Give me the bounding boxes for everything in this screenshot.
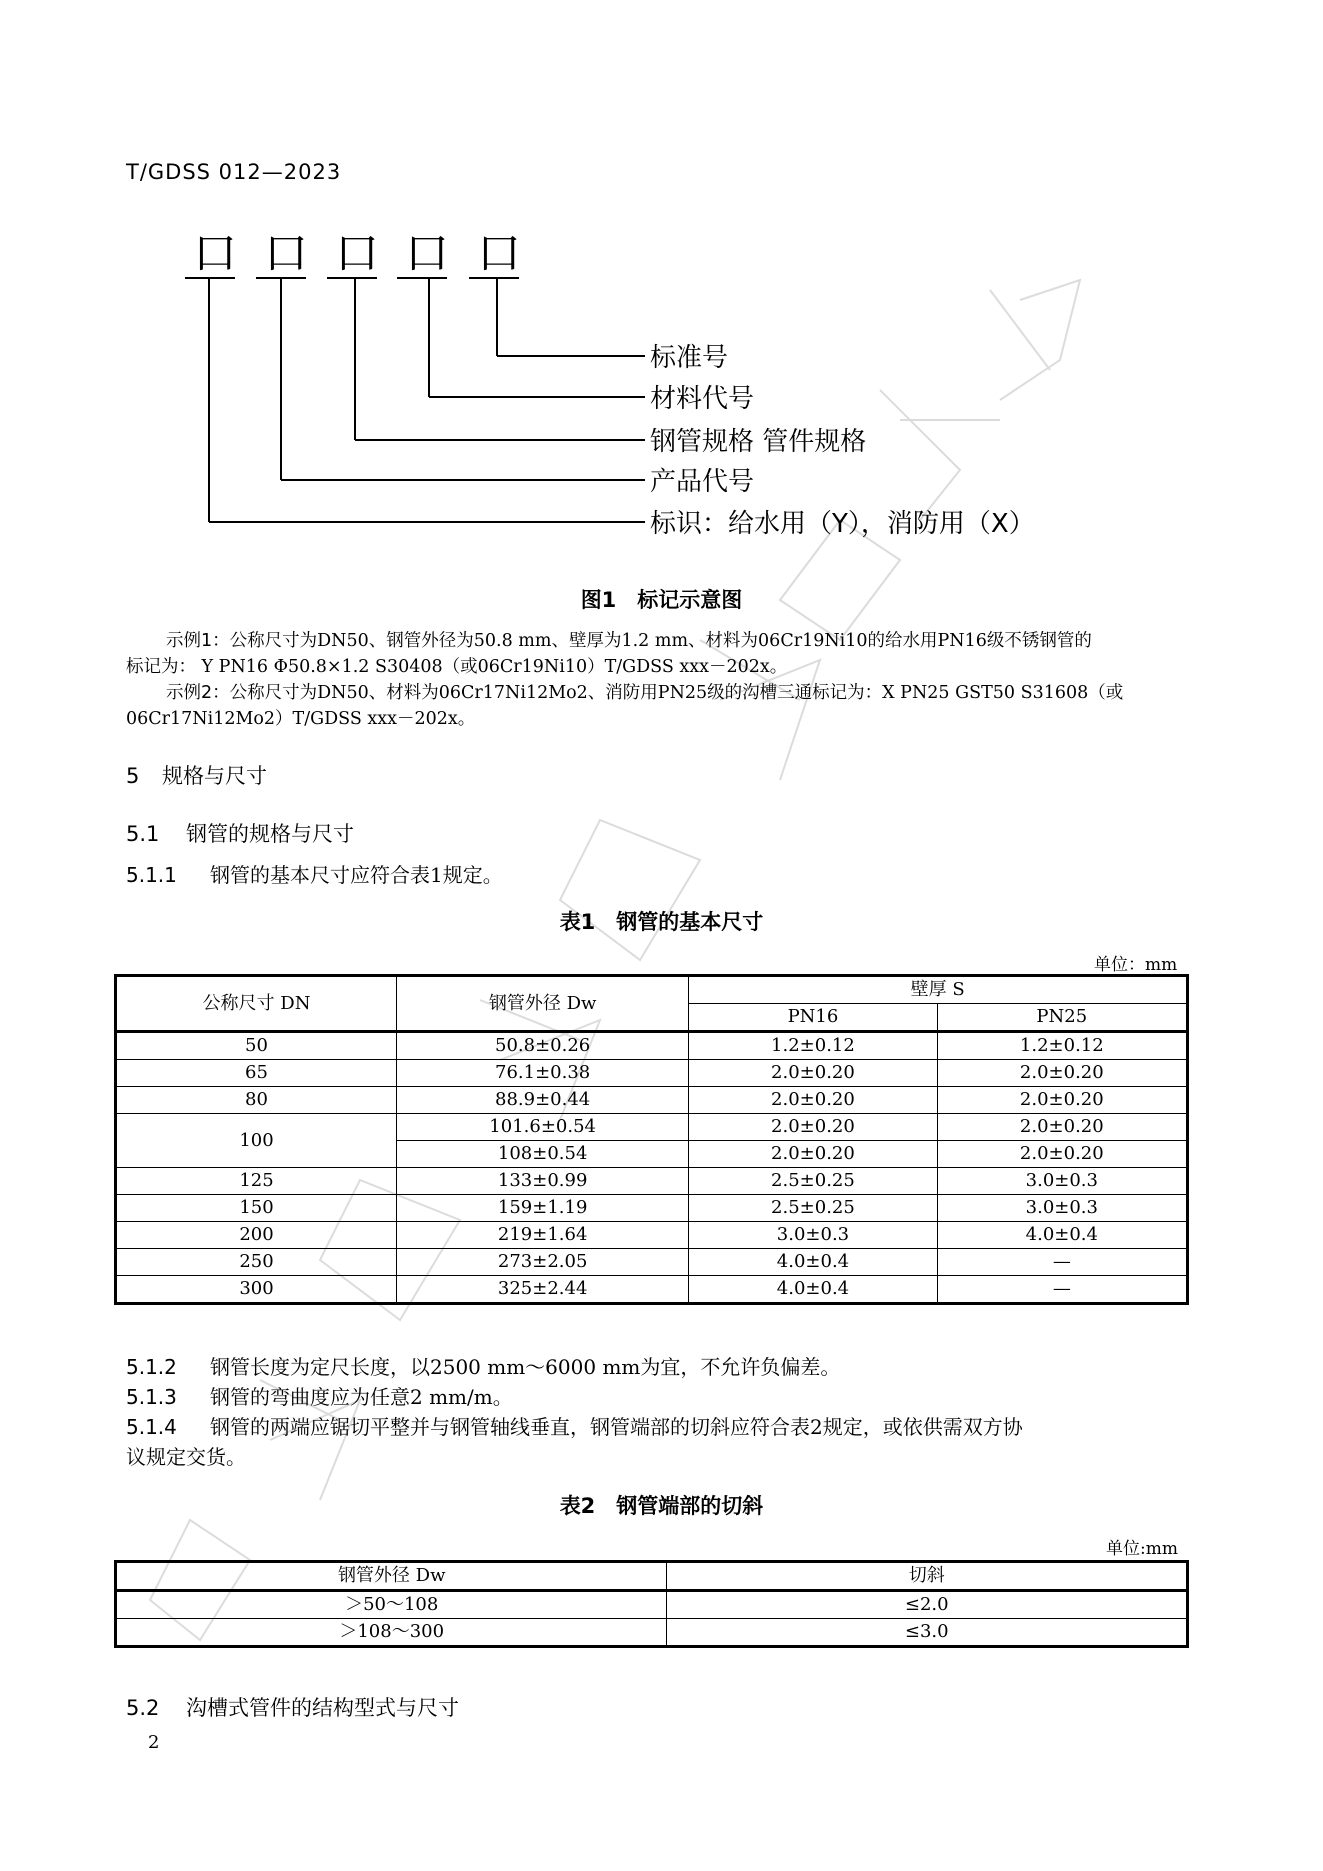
table-cell: 4.0±0.4 xyxy=(689,1249,937,1276)
figure1-caption: 图1 标记示意图 xyxy=(580,588,743,612)
diagram-label-identifier: 标识：给水用（Y），消防用（X） xyxy=(650,509,1035,539)
section-5-1-number: 5.1 xyxy=(126,822,160,846)
table-cell: 325±2.44 xyxy=(397,1276,689,1304)
table-cell: 50 xyxy=(116,1032,397,1060)
diagram-label-spec: 钢管规格 管件规格 xyxy=(650,427,867,457)
table-row xyxy=(116,1114,1188,1141)
table-row xyxy=(116,1619,1188,1647)
table-row xyxy=(116,1032,1188,1060)
table-cell: 2.0±0.20 xyxy=(689,1060,937,1087)
paragraph-5-1-2 xyxy=(126,1352,1186,1382)
table-cell: 273±2.05 xyxy=(397,1249,689,1276)
table-row xyxy=(116,1060,1188,1087)
paragraph-5-1-2-number: 5.1.2 xyxy=(126,1355,177,1379)
example-1-text: 公称尺寸为DN50、钢管外径为50.8 mm、壁厚为1.2 mm、材料为06Cr19Ni10的给水用PN16级不锈钢管的 xyxy=(229,631,1092,651)
table-cell: ≤2.0 xyxy=(667,1591,1188,1619)
table-cell: 100 xyxy=(116,1114,397,1168)
table-row xyxy=(116,1249,1188,1276)
table-cell: 219±1.64 xyxy=(397,1222,689,1249)
table-cell: 159±1.19 xyxy=(397,1195,689,1222)
table-row xyxy=(116,1168,1188,1195)
table1-header-dw: 钢管外径 Dw xyxy=(397,976,689,1032)
table1 xyxy=(114,974,1189,1305)
table2-unit: 单位:mm xyxy=(1106,1539,1178,1559)
table-row xyxy=(116,1591,1188,1619)
table-row xyxy=(116,1195,1188,1222)
example-1-tag: 示例1： xyxy=(166,631,230,651)
table-cell: 300 xyxy=(116,1276,397,1304)
table-cell: 150 xyxy=(116,1195,397,1222)
table-cell: — xyxy=(937,1249,1187,1276)
diagram-box-1: 口 xyxy=(193,228,237,279)
paragraph-5-1-4-text: 钢管的两端应锯切平整并与钢管轴线垂直，钢管端部的切斜应符合表2规定，或依供需双方协 xyxy=(210,1415,1023,1439)
table-cell: 2.0±0.20 xyxy=(937,1060,1187,1087)
table-cell: 3.0±0.3 xyxy=(937,1195,1187,1222)
section-5-2-number: 5.2 xyxy=(126,1696,160,1720)
table-cell: 2.0±0.20 xyxy=(689,1141,937,1168)
table-cell: 2.0±0.20 xyxy=(689,1114,937,1141)
table-cell: 1.2±0.12 xyxy=(689,1032,937,1060)
paragraph-5-1-3 xyxy=(126,1382,1186,1412)
table-cell: 101.6±0.54 xyxy=(397,1114,689,1141)
marking-diagram xyxy=(0,0,1323,560)
paragraph-5-1-4 xyxy=(126,1412,1186,1472)
diagram-box-2: 口 xyxy=(264,228,308,279)
paragraph-5-1-1-number: 5.1.1 xyxy=(126,863,177,887)
paragraph-5-1-2-text: 钢管长度为定尺长度，以2500 mm～6000 mm为宜，不允许负偏差。 xyxy=(210,1355,841,1379)
table-row xyxy=(116,1087,1188,1114)
section-5-1-title: 钢管的规格与尺寸 xyxy=(186,822,354,846)
table1-header-pn25: PN25 xyxy=(937,1004,1187,1032)
table-row xyxy=(116,1222,1188,1249)
table-cell: 3.0±0.3 xyxy=(689,1222,937,1249)
table2 xyxy=(114,1560,1189,1648)
table2-caption: 表2 钢管端部的切斜 xyxy=(559,1494,764,1518)
example-2 xyxy=(126,680,1186,732)
table1-header-s: 壁厚 S xyxy=(689,976,1188,1004)
section-5-number: 5 xyxy=(126,764,140,788)
diagram-label-standard: 标准号 xyxy=(650,343,729,373)
table-cell: 2.0±0.20 xyxy=(689,1087,937,1114)
example-1 xyxy=(126,628,1186,680)
table-cell: 2.5±0.25 xyxy=(689,1195,937,1222)
example-2-text: 公称尺寸为DN50、材料为06Cr17Ni12Mo2、消防用PN25级的沟槽三通标记为：X PN25 GST50 S31608（或 xyxy=(229,683,1124,703)
page-number: 2 xyxy=(148,1732,160,1753)
table-cell: 200 xyxy=(116,1222,397,1249)
document-code: T/GDSS 012—2023 xyxy=(126,160,342,184)
table-cell: 2.0±0.20 xyxy=(937,1141,1187,1168)
table-cell: ≤3.0 xyxy=(667,1619,1188,1647)
table-cell: 3.0±0.3 xyxy=(937,1168,1187,1195)
table-cell: 50.8±0.26 xyxy=(397,1032,689,1060)
section-5-heading xyxy=(126,760,267,790)
table1-caption: 表1 钢管的基本尺寸 xyxy=(559,910,764,934)
section-5-2-title: 沟槽式管件的结构型式与尺寸 xyxy=(186,1696,459,1720)
example-1-line2: 标记为： Y PN16 Φ50.8×1.2 S30408（或06Cr19Ni10）T/GDSS xxx－202x。 xyxy=(126,657,788,677)
example-2-line2: 06Cr17Ni12Mo2）T/GDSS xxx－202x。 xyxy=(126,709,476,729)
table-cell: ＞108～300 xyxy=(116,1619,667,1647)
table-cell: 4.0±0.4 xyxy=(689,1276,937,1304)
paragraph-5-1-4-line2: 议规定交货。 xyxy=(126,1445,246,1469)
table-cell: 80 xyxy=(116,1087,397,1114)
section-5-1-heading xyxy=(126,818,354,848)
paragraph-5-1-3-number: 5.1.3 xyxy=(126,1385,177,1409)
table-cell: 88.9±0.44 xyxy=(397,1087,689,1114)
diagram-label-product: 产品代号 xyxy=(650,467,755,497)
table-cell: 125 xyxy=(116,1168,397,1195)
table-cell: 4.0±0.4 xyxy=(937,1222,1187,1249)
paragraph-5-1-3-text: 钢管的弯曲度应为任意2 mm/m。 xyxy=(210,1385,513,1409)
diagram-box-4: 口 xyxy=(405,228,449,279)
example-2-tag: 示例2： xyxy=(166,683,230,703)
table1-header-pn16: PN16 xyxy=(689,1004,937,1032)
table2-header-cut: 切斜 xyxy=(667,1562,1188,1591)
table2-header-dw: 钢管外径 Dw xyxy=(116,1562,667,1591)
table-cell: 2.0±0.20 xyxy=(937,1087,1187,1114)
diagram-box-3: 口 xyxy=(335,228,379,279)
table-cell: 1.2±0.12 xyxy=(937,1032,1187,1060)
table-cell: 76.1±0.38 xyxy=(397,1060,689,1087)
section-5-title: 规格与尺寸 xyxy=(162,764,267,788)
paragraph-5-1-1-text: 钢管的基本尺寸应符合表1规定。 xyxy=(210,863,503,887)
table1-unit: 单位：mm xyxy=(1094,955,1178,975)
paragraph-5-1-4-number: 5.1.4 xyxy=(126,1415,177,1439)
table1-header-dn: 公称尺寸 DN xyxy=(116,976,397,1032)
table-cell: 2.5±0.25 xyxy=(689,1168,937,1195)
table-cell: 133±0.99 xyxy=(397,1168,689,1195)
paragraph-5-1-1 xyxy=(126,860,1186,890)
table-cell: ＞50～108 xyxy=(116,1591,667,1619)
diagram-label-material: 材料代号 xyxy=(650,384,755,414)
table-cell: 2.0±0.20 xyxy=(937,1114,1187,1141)
diagram-box-5: 口 xyxy=(477,228,521,279)
table-cell: — xyxy=(937,1276,1187,1304)
table-row xyxy=(116,1276,1188,1304)
section-5-2-heading xyxy=(126,1692,459,1722)
table-cell: 108±0.54 xyxy=(397,1141,689,1168)
table-cell: 250 xyxy=(116,1249,397,1276)
table-cell: 65 xyxy=(116,1060,397,1087)
